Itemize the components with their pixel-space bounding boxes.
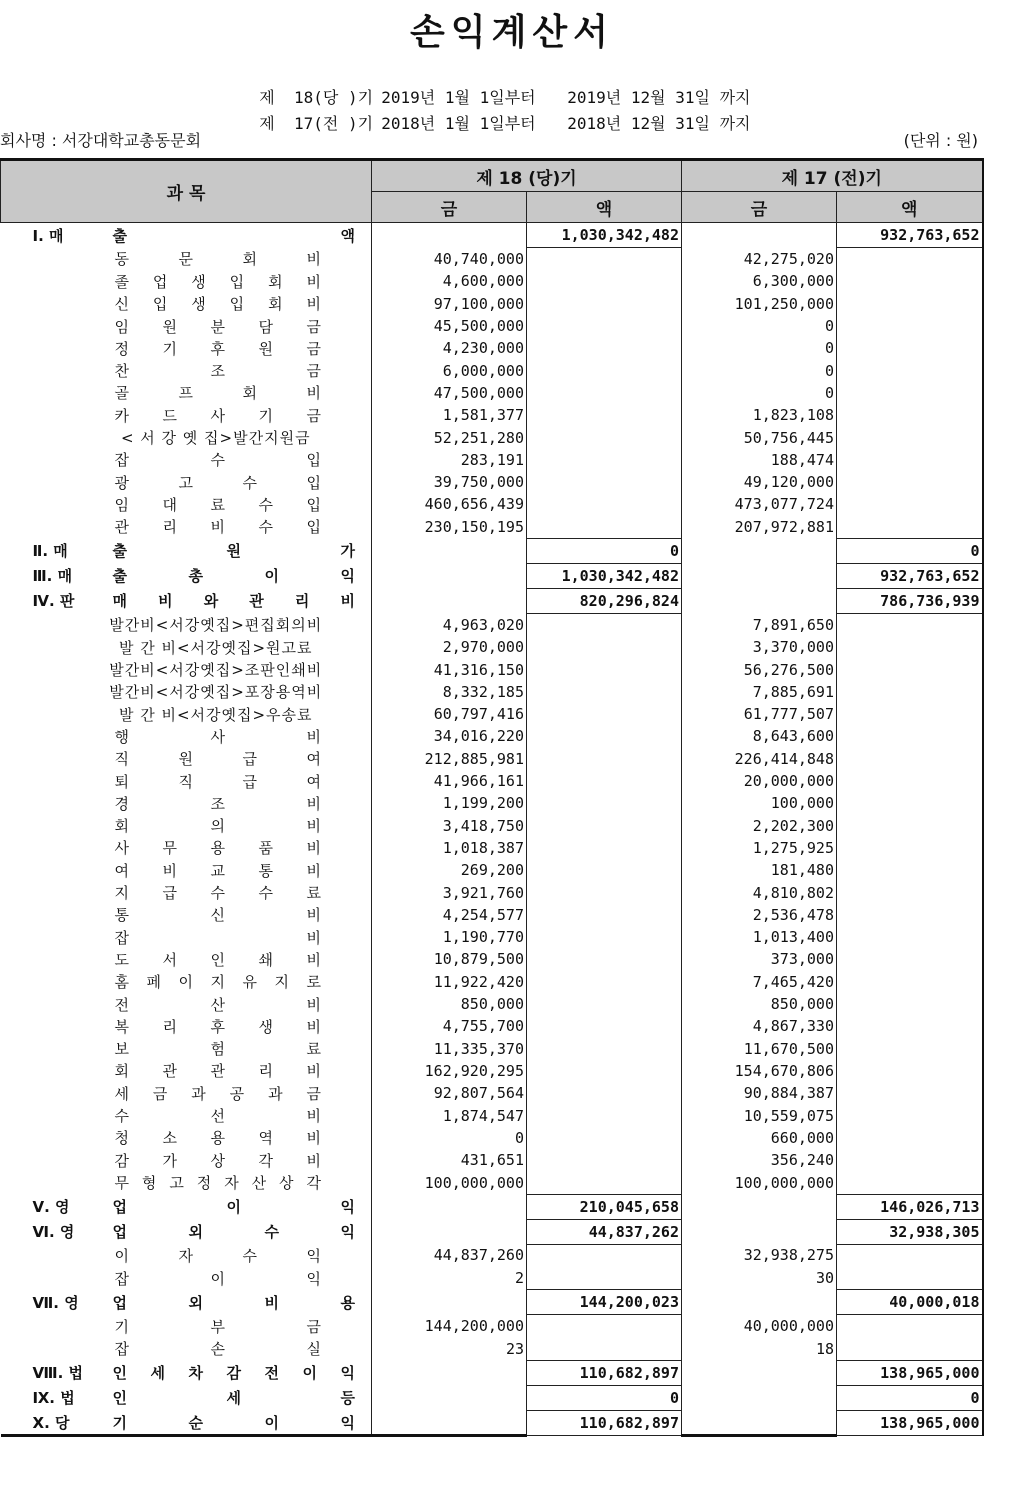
- current-amount: 4,600,000: [372, 270, 527, 292]
- item-name: 정 기 후 원 금: [114, 339, 321, 358]
- item-label: [1, 382, 372, 404]
- previous-amount: 10,559,075: [682, 1104, 837, 1126]
- table-row: [1, 837, 983, 859]
- item-name: 졸 업 생 입 회 비: [114, 272, 321, 291]
- section-label: [1, 1219, 372, 1244]
- previous-total: 32,938,305: [837, 1219, 983, 1244]
- header-amount-a: 금: [682, 192, 837, 223]
- previous-amount: 2,536,478: [682, 904, 837, 926]
- section-name: 매 비 와 관 리 비: [112, 592, 355, 611]
- section-label: [1, 563, 372, 588]
- item-label: [1, 1038, 372, 1060]
- section-number: Ⅴ. 영: [32, 1198, 70, 1217]
- item-name: 찬 조 금: [114, 362, 321, 381]
- table-row: [1, 1149, 983, 1171]
- section-label: [1, 1194, 372, 1219]
- item-label: [1, 516, 372, 539]
- previous-amount: 100,000,000: [682, 1171, 837, 1194]
- previous-amount: 30: [682, 1267, 837, 1290]
- header-subject: 과 목: [1, 160, 372, 223]
- previous-total: 138,965,000: [837, 1360, 983, 1385]
- item-label: [1, 1337, 372, 1360]
- item-label: [1, 636, 372, 658]
- current-amount: 4,254,577: [372, 904, 527, 926]
- item-label: [1, 449, 372, 471]
- income-statement-table: [0, 158, 984, 1437]
- item-label: [1, 748, 372, 770]
- company-name: 회사명 : 서강대학교총동문회: [0, 131, 202, 150]
- current-amount: 2: [372, 1267, 527, 1290]
- item-label: [1, 681, 372, 703]
- table-row: [1, 926, 983, 948]
- item-name: 경 조 비: [114, 794, 321, 813]
- previous-amount: 1,823,108: [682, 404, 837, 426]
- period-label: 제 17(전 )기: [259, 114, 374, 133]
- previous-amount: 473,077,724: [682, 493, 837, 515]
- previous-total: 0: [837, 1385, 983, 1410]
- previous-amount: 32,938,275: [682, 1244, 837, 1267]
- item-label: [1, 993, 372, 1015]
- item-name: 발간비<서강옛집>포장용역비: [109, 683, 323, 702]
- previous-amount: 18: [682, 1337, 837, 1360]
- item-label: [1, 1315, 372, 1338]
- item-name: 잡 비: [114, 928, 321, 947]
- previous-amount: 3,370,000: [682, 636, 837, 658]
- period-to: 2019년 12월 31일 까지: [567, 88, 751, 107]
- section-name: 기 순 이 익: [112, 1413, 355, 1432]
- item-name: 신 입 생 입 회 비: [114, 295, 321, 314]
- previous-amount: 2,202,300: [682, 815, 837, 837]
- previous-amount: 11,670,500: [682, 1038, 837, 1060]
- previous-total: 932,763,652: [837, 223, 983, 248]
- item-label: [1, 613, 372, 636]
- item-name: 전 산 비: [114, 995, 321, 1014]
- section-label: [1, 223, 372, 248]
- item-name: 발간비<서강옛집>편집회의비: [109, 616, 323, 635]
- table-row: [1, 636, 983, 658]
- header-amount-b: 액: [837, 192, 983, 223]
- section-number: Ⅹ. 당: [32, 1413, 70, 1432]
- period-from: 2019년 1월 1일부터: [381, 88, 536, 107]
- current-amount: 60,797,416: [372, 703, 527, 725]
- section-name: 출 원 가: [112, 542, 355, 561]
- previous-amount: 0: [682, 337, 837, 359]
- current-amount: 100,000,000: [372, 1171, 527, 1194]
- current-amount: 0: [372, 1127, 527, 1149]
- item-name: 관 리 비 수 입: [114, 518, 321, 537]
- previous-amount: 50,756,445: [682, 426, 837, 448]
- current-amount: 1,874,547: [372, 1104, 527, 1126]
- current-amount: 460,656,439: [372, 493, 527, 515]
- section-label: [1, 538, 372, 563]
- current-total: 820,296,824: [527, 588, 682, 613]
- table-row: [1, 815, 983, 837]
- table-row: [1, 493, 983, 515]
- previous-amount: 6,300,000: [682, 270, 837, 292]
- item-label: [1, 493, 372, 515]
- item-label: [1, 270, 372, 292]
- current-amount: 11,335,370: [372, 1038, 527, 1060]
- table-row: [1, 748, 983, 770]
- current-amount: 41,966,161: [372, 770, 527, 792]
- table-row: [1, 681, 983, 703]
- previous-amount: 61,777,507: [682, 703, 837, 725]
- item-name: 감 가 상 각 비: [114, 1151, 321, 1170]
- section-number: Ⅰ. 매: [32, 226, 64, 245]
- previous-amount: 20,000,000: [682, 770, 837, 792]
- table-row: [1, 248, 983, 271]
- current-amount: 1,018,387: [372, 837, 527, 859]
- section-name: 출 액: [112, 226, 355, 245]
- item-name: 세 금 과 공 과 금: [114, 1084, 321, 1103]
- item-name: 잡 이 익: [114, 1269, 321, 1288]
- header-amount-b: 액: [527, 192, 682, 223]
- table-row: [1, 293, 983, 315]
- section-row: [1, 1290, 983, 1315]
- current-amount: 230,150,195: [372, 516, 527, 539]
- current-amount: 4,755,700: [372, 1015, 527, 1037]
- previous-total: 786,736,939: [837, 588, 983, 613]
- item-name: 직 원 급 여: [114, 750, 321, 769]
- current-amount: 39,750,000: [372, 471, 527, 493]
- current-amount: 8,332,185: [372, 681, 527, 703]
- current-amount: 11,922,420: [372, 971, 527, 993]
- table-row: [1, 792, 983, 814]
- current-amount: 4,963,020: [372, 613, 527, 636]
- previous-amount: 850,000: [682, 993, 837, 1015]
- previous-amount: 101,250,000: [682, 293, 837, 315]
- previous-total: 146,026,713: [837, 1194, 983, 1219]
- section-name: 업 외 비 용: [112, 1293, 355, 1312]
- current-total: 44,837,262: [527, 1219, 682, 1244]
- current-amount: 283,191: [372, 449, 527, 471]
- previous-amount: 373,000: [682, 948, 837, 970]
- table-row: [1, 426, 983, 448]
- table-row: [1, 613, 983, 636]
- item-name: 도 서 인 쇄 비: [114, 950, 321, 969]
- current-amount: 2,970,000: [372, 636, 527, 658]
- previous-amount: 188,474: [682, 449, 837, 471]
- table-row: [1, 315, 983, 337]
- previous-amount: 40,000,000: [682, 1315, 837, 1338]
- item-label: [1, 770, 372, 792]
- table-row: [1, 881, 983, 903]
- current-amount: 1,190,770: [372, 926, 527, 948]
- section-number: Ⅲ. 매: [32, 567, 73, 586]
- item-label: [1, 359, 372, 381]
- current-amount: 23: [372, 1337, 527, 1360]
- period-previous: [240, 92, 751, 134]
- item-name: 동 문 회 비: [114, 250, 321, 269]
- section-label: [1, 588, 372, 613]
- item-name: 보 험 료: [114, 1040, 321, 1059]
- section-name: 인 세 차 감 전 이 익: [112, 1364, 355, 1383]
- section-row: [1, 1410, 983, 1436]
- header-amount-a: 금: [372, 192, 527, 223]
- current-amount: 269,200: [372, 859, 527, 881]
- item-label: [1, 971, 372, 993]
- item-name: 광 고 수 입: [114, 473, 321, 492]
- item-name: 여 비 교 통 비: [114, 861, 321, 880]
- item-label: [1, 1244, 372, 1267]
- section-label: [1, 1290, 372, 1315]
- section-name: 인 세 등: [112, 1389, 355, 1408]
- current-amount: 92,807,564: [372, 1082, 527, 1104]
- current-amount: 144,200,000: [372, 1315, 527, 1338]
- item-label: [1, 703, 372, 725]
- previous-total: 40,000,018: [837, 1290, 983, 1315]
- item-name: 잡 손 실: [114, 1340, 321, 1359]
- current-amount: 162,920,295: [372, 1060, 527, 1082]
- table-row: [1, 1337, 983, 1360]
- item-label: [1, 658, 372, 680]
- item-label: [1, 926, 372, 948]
- item-label: [1, 1104, 372, 1126]
- current-total: 0: [527, 538, 682, 563]
- item-label: [1, 426, 372, 448]
- section-number: Ⅷ. 법: [32, 1364, 83, 1383]
- item-label: [1, 1015, 372, 1037]
- table-row: [1, 1315, 983, 1338]
- table-row: [1, 1104, 983, 1126]
- section-row: [1, 563, 983, 588]
- previous-amount: 100,000: [682, 792, 837, 814]
- previous-amount: 0: [682, 382, 837, 404]
- section-row: [1, 223, 983, 248]
- table-row: [1, 703, 983, 725]
- period-label: 제 18(당 )기: [259, 88, 374, 107]
- section-row: [1, 588, 983, 613]
- item-label: [1, 881, 372, 903]
- item-name: 행 사 비: [114, 727, 321, 746]
- table-row: [1, 471, 983, 493]
- header-previous: 제 17 (전)기: [682, 160, 983, 192]
- table-row: [1, 859, 983, 881]
- page-title: 손익계산서: [410, 12, 614, 53]
- table-row: [1, 1038, 983, 1060]
- section-number: Ⅸ. 법: [32, 1389, 75, 1408]
- section-name: 업 이 익: [112, 1198, 355, 1217]
- item-label: [1, 315, 372, 337]
- previous-amount: 56,276,500: [682, 658, 837, 680]
- item-name: 퇴 직 급 여: [114, 772, 321, 791]
- item-name: 복 리 후 생 비: [114, 1017, 321, 1036]
- item-name: 임 대 료 수 입: [114, 495, 321, 514]
- previous-amount: 660,000: [682, 1127, 837, 1149]
- previous-amount: 226,414,848: [682, 748, 837, 770]
- table-row: [1, 770, 983, 792]
- current-amount: 1,199,200: [372, 792, 527, 814]
- table-row: [1, 658, 983, 680]
- current-total: 110,682,897: [527, 1410, 682, 1436]
- previous-amount: 356,240: [682, 1149, 837, 1171]
- period-to: 2018년 12월 31일 까지: [567, 114, 751, 133]
- item-label: [1, 1082, 372, 1104]
- table-row: [1, 1171, 983, 1194]
- current-amount: 52,251,280: [372, 426, 527, 448]
- current-total: 1,030,342,482: [527, 563, 682, 588]
- table-row: [1, 948, 983, 970]
- previous-amount: 7,891,650: [682, 613, 837, 636]
- item-label: [1, 1267, 372, 1290]
- table-row: [1, 1082, 983, 1104]
- table-row: [1, 1267, 983, 1290]
- current-amount: 47,500,000: [372, 382, 527, 404]
- item-label: [1, 837, 372, 859]
- table-row: [1, 1015, 983, 1037]
- section-label: [1, 1360, 372, 1385]
- header-current: 제 18 (당)기: [372, 160, 682, 192]
- current-amount: 40,740,000: [372, 248, 527, 271]
- item-label: [1, 948, 372, 970]
- item-name: 수 선 비: [114, 1107, 321, 1126]
- section-row: [1, 1194, 983, 1219]
- current-amount: 3,418,750: [372, 815, 527, 837]
- item-name: 이 자 수 익: [114, 1246, 321, 1265]
- current-amount: 44,837,260: [372, 1244, 527, 1267]
- previous-amount: 0: [682, 315, 837, 337]
- item-label: [1, 1127, 372, 1149]
- current-amount: 45,500,000: [372, 315, 527, 337]
- item-label: [1, 1060, 372, 1082]
- table-body: [1, 223, 983, 1436]
- section-label: [1, 1385, 372, 1410]
- section-row: [1, 1385, 983, 1410]
- item-label: [1, 1171, 372, 1194]
- section-number: Ⅳ. 판: [32, 592, 75, 611]
- item-label: [1, 725, 372, 747]
- item-name: 홈 페 이 지 유 지 로: [114, 973, 321, 992]
- table-row: [1, 725, 983, 747]
- previous-total: 932,763,652: [837, 563, 983, 588]
- item-name: 발 간 비<서강옛집>원고료: [118, 638, 313, 657]
- current-total: 0: [527, 1385, 682, 1410]
- previous-amount: 4,810,802: [682, 881, 837, 903]
- item-name: 지 급 수 수 료: [114, 884, 321, 903]
- table-row: [1, 516, 983, 539]
- section-name: 출 총 이 익: [112, 567, 355, 586]
- previous-amount: 1,013,400: [682, 926, 837, 948]
- item-label: [1, 792, 372, 814]
- previous-amount: 90,884,387: [682, 1082, 837, 1104]
- section-name: 업 외 수 익: [112, 1223, 355, 1242]
- item-name: 사 무 용 품 비: [114, 839, 321, 858]
- section-number: Ⅵ. 영: [32, 1223, 75, 1242]
- current-total: 1,030,342,482: [527, 223, 682, 248]
- item-label: [1, 815, 372, 837]
- previous-amount: 4,867,330: [682, 1015, 837, 1037]
- table-row: [1, 993, 983, 1015]
- item-name: 발 간 비<서강옛집>우송료: [118, 705, 313, 724]
- item-label: [1, 1149, 372, 1171]
- item-name: < 서 강 옛 집>발간지원금: [120, 429, 311, 448]
- table-row: [1, 337, 983, 359]
- current-total: 144,200,023: [527, 1290, 682, 1315]
- item-name: 발간비<서강옛집>조판인쇄비: [109, 661, 323, 680]
- item-label: [1, 337, 372, 359]
- item-label: [1, 471, 372, 493]
- table-row: [1, 270, 983, 292]
- item-label: [1, 248, 372, 271]
- previous-amount: 49,120,000: [682, 471, 837, 493]
- item-name: 회 의 비: [114, 817, 321, 836]
- section-label: [1, 1410, 372, 1436]
- item-name: 기 부 금: [114, 1317, 321, 1336]
- current-amount: 3,921,760: [372, 881, 527, 903]
- current-amount: 431,651: [372, 1149, 527, 1171]
- period-from: 2018년 1월 1일부터: [381, 114, 536, 133]
- section-row: [1, 538, 983, 563]
- item-name: 카 드 사 기 금: [114, 406, 321, 425]
- current-total: 210,045,658: [527, 1194, 682, 1219]
- previous-amount: 0: [682, 359, 837, 381]
- current-amount: 97,100,000: [372, 293, 527, 315]
- item-name: 잡 수 입: [114, 451, 321, 470]
- section-number: Ⅶ. 영: [32, 1293, 79, 1312]
- previous-total: 0: [837, 538, 983, 563]
- item-name: 회 관 관 리 비: [114, 1062, 321, 1081]
- item-name: 골 프 회 비: [114, 384, 321, 403]
- table-row: [1, 404, 983, 426]
- previous-amount: 42,275,020: [682, 248, 837, 271]
- previous-amount: 1,275,925: [682, 837, 837, 859]
- previous-total: 138,965,000: [837, 1410, 983, 1436]
- section-number: Ⅱ. 매: [32, 542, 68, 561]
- table-row: [1, 1060, 983, 1082]
- current-amount: 212,885,981: [372, 748, 527, 770]
- previous-amount: 207,972,881: [682, 516, 837, 539]
- table-row: [1, 971, 983, 993]
- previous-amount: 8,643,600: [682, 725, 837, 747]
- previous-amount: 154,670,806: [682, 1060, 837, 1082]
- current-amount: 4,230,000: [372, 337, 527, 359]
- unit-label: (단위 : 원): [903, 131, 978, 150]
- item-name: 통 신 비: [114, 906, 321, 925]
- previous-amount: 181,480: [682, 859, 837, 881]
- table-row: [1, 382, 983, 404]
- table-row: [1, 1127, 983, 1149]
- current-amount: 34,016,220: [372, 725, 527, 747]
- current-amount: 1,581,377: [372, 404, 527, 426]
- item-label: [1, 293, 372, 315]
- item-name: 무 형 고 정 자 산 상 각: [114, 1174, 321, 1193]
- table-row: [1, 904, 983, 926]
- item-label: [1, 904, 372, 926]
- section-row: [1, 1219, 983, 1244]
- current-amount: 10,879,500: [372, 948, 527, 970]
- previous-amount: 7,465,420: [682, 971, 837, 993]
- table-row: [1, 449, 983, 471]
- section-row: [1, 1360, 983, 1385]
- item-name: 청 소 용 역 비: [114, 1129, 321, 1148]
- table-row: [1, 1244, 983, 1267]
- current-amount: 850,000: [372, 993, 527, 1015]
- table-row: [1, 359, 983, 381]
- item-label: [1, 859, 372, 881]
- item-label: [1, 404, 372, 426]
- current-amount: 41,316,150: [372, 658, 527, 680]
- current-amount: 6,000,000: [372, 359, 527, 381]
- item-name: 임 원 분 담 금: [114, 317, 321, 336]
- previous-amount: 7,885,691: [682, 681, 837, 703]
- current-total: 110,682,897: [527, 1360, 682, 1385]
